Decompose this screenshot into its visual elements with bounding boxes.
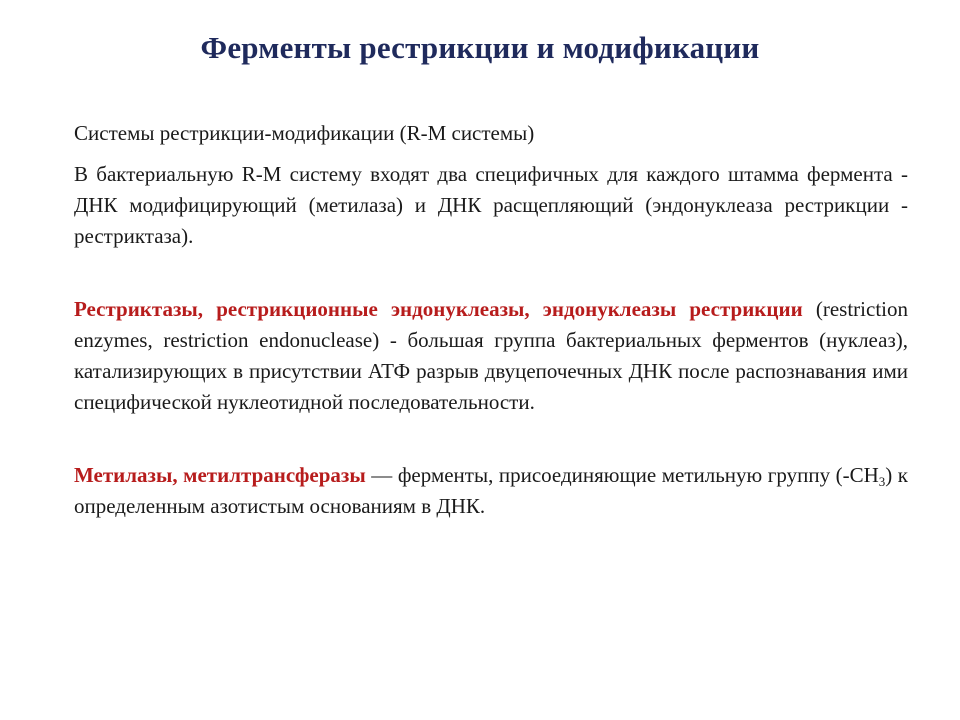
paragraph-methylases (74, 460, 908, 522)
methylases-definition-start: — ферменты, присоединяющие метильную группу (-CH (365, 463, 879, 487)
paragraph-rm-system: В бактериальную R-M систему входят два специфичных для каждого штамма фермента - ДНК модифицирующий (метилаза) и ДНК расщепляющий (эндонуклеаза рестрикции - рестриктаза). (74, 162, 908, 248)
ch3-subscript: 3 (878, 474, 886, 489)
restrictases-term: Рестриктазы, рестрикционные эндонуклеазы, эндонуклеазы рестрикции (74, 297, 803, 321)
methylases-term: Метилазы, метилтрансферазы (74, 463, 366, 487)
methylases-definition-end: ) к определенным азотистым основаниям в ДНК. (74, 463, 908, 518)
slide-content (74, 118, 908, 522)
paragraph-restrictases (74, 294, 908, 418)
slide-title: Ферменты рестрикции и модификации (200, 30, 760, 65)
subtitle: Системы рестрикции-модификации (R-M системы) (74, 121, 535, 145)
restrictases-definition: (restriction enzymes, restriction endonuclease) - большая группа бактериальных ферментов (нуклеаз), катализирующих в присутствии АТФ разрыв двуцепочечных ДНК после распознавания ими специфической нуклеотидной последовательности. (74, 297, 908, 414)
